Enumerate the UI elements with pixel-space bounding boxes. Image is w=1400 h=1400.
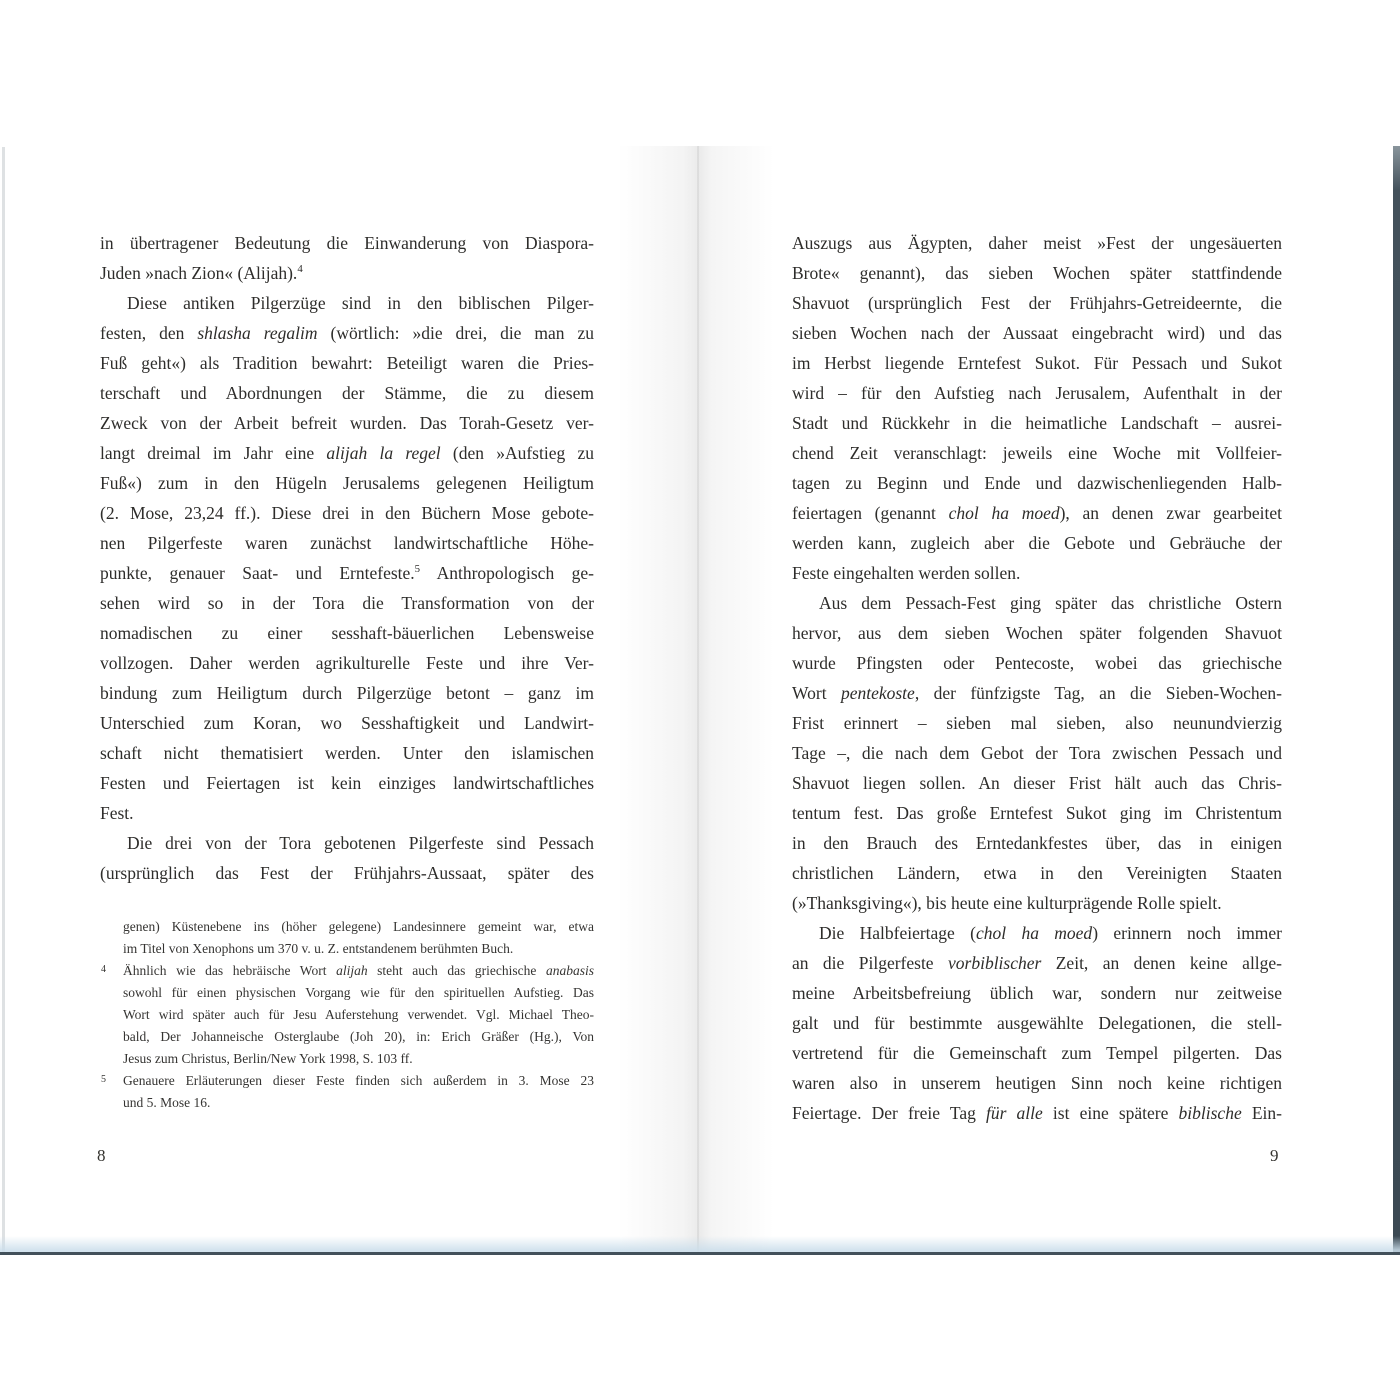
text-line: Auszugs aus Ägypten, daher meist »Fest der ungesäuerten [792, 233, 1282, 253]
text-line: galt und für bestimmte ausgewählte Delegationen, die stell- [792, 1013, 1282, 1033]
text-line: hervor, aus dem sieben Wochen später folgenden Shavuot [792, 623, 1282, 643]
text-line: werden kann, zugleich aber die Gebote und Gebräuche der [792, 533, 1282, 553]
text-line: Die drei von der Tora gebotenen Pilgerfeste sind Pessach [127, 833, 594, 853]
text-line: (ursprünglich das Fest der Frühjahrs-Aussaat, später des [100, 863, 594, 883]
text-line: Frist erinnert – sieben mal sieben, also neunundvierzig [792, 713, 1282, 733]
text-line: Festen und Feiertagen ist kein einziges landwirtschaftliches [100, 773, 594, 793]
footnote-line: sowohl für einen physischen Vorgang wie für den spirituellen Aufstieg. Das [123, 985, 594, 1000]
text-line: Juden »nach Zion« (Alijah).$^4$ [100, 263, 303, 283]
text-line: nomadischen zu einer sesshaft-bäuerlichen Lebensweise [100, 623, 594, 643]
text-line: langt dreimal im Jahr eine alijah la regel (den »Aufstieg zu [100, 443, 594, 463]
book-cover-edge-bottom [0, 1252, 1400, 1255]
page-number-left: 8 [97, 1146, 106, 1165]
text-line: (»Thanksgiving«), bis heute eine kulturprägende Rolle spielt. [792, 893, 1222, 913]
left-page-body-text [100, 228, 594, 888]
text-line: tagen zu Beginn und Ende und dazwischenliegenden Halb- [792, 473, 1282, 493]
text-line: punkte, genauer Saat- und Erntefeste.$^5$ Anthropologisch ge- [100, 563, 594, 583]
footnote-line: und 5. Mose 16. [123, 1095, 211, 1110]
text-line: tentum fest. Das große Erntefest Sukot ging im Christentum [792, 803, 1282, 823]
right-page-body-text [792, 228, 1282, 1128]
text-line: Aus dem Pessach-Fest ging später das christliche Ostern [819, 593, 1282, 613]
text-line: vertretend für die Gemeinschaft zum Tempel pilgerten. Das [792, 1043, 1282, 1063]
text-line: meine Arbeitsbefreiung üblich war, sondern nur zeitweise [792, 983, 1282, 1003]
footnote-line: 5 Genauere Erläuterungen dieser Feste finden sich außerdem in 3. Mose 23 [100, 1070, 594, 1092]
footnote-line: genen) Küstenebene ins (höher gelegene) Landesinnere gemeint war, etwa [123, 919, 594, 934]
book-cover-edge-right [1393, 146, 1400, 1255]
text-line: (2. Mose, 23,24 ff.). Diese drei in den Büchern Mose gebote- [100, 503, 594, 523]
text-line: Zweck von der Arbeit befreit wurden. Das Torah-Gesetz ver- [100, 413, 594, 433]
text-line: Wort pentekoste, der fünfzigste Tag, an die Sieben-Wochen- [792, 683, 1282, 703]
text-line: vollzogen. Daher werden agrikulturelle Feste und ihre Ver- [100, 653, 594, 673]
footnote-marker: 4 [101, 964, 106, 975]
text-line: im Herbst liegende Erntefest Sukot. Für Pessach und Sukot [792, 353, 1282, 373]
text-line: Fuß geht«) als Tradition bewahrt: Beteiligt waren die Pries- [100, 353, 594, 373]
text-line: Brote« genannt), das sieben Wochen später stattfindende [792, 263, 1282, 283]
text-line: an die Pilgerfeste vorbiblischer Zeit, an denen keine allge- [792, 953, 1283, 973]
text-line: Unterschied zum Koran, wo Sesshaftigkeit und Landwirt- [100, 713, 594, 733]
text-line: feiertagen (genannt chol ha moed), an denen zwar gearbeitet [792, 503, 1282, 523]
text-line: Fuß«) zum in den Hügeln Jerusalems gelegenen Heiligtum [100, 473, 594, 493]
text-line: Tage –, die nach dem Gebot der Tora zwischen Pessach und [792, 743, 1282, 763]
text-line: wurde Pfingsten oder Pentecoste, wobei das griechische [792, 653, 1282, 673]
text-line: Diese antiken Pilgerzüge sind in den biblischen Pilger- [127, 293, 594, 313]
text-line: bindung zum Heiligtum durch Pilgerzüge betont – ganz im [100, 683, 594, 703]
text-line: Shavuot liegen sollen. An dieser Frist hält auch das Chris- [792, 773, 1282, 793]
text-line: schaft nicht thematisiert werden. Unter den islamischen [100, 743, 594, 763]
text-line: Shavuot (ursprünglich Fest der Frühjahrs-Getreideernte, die [792, 293, 1282, 313]
text-line: in den Brauch des Erntedankfestes über, das in einigen [792, 833, 1282, 853]
footnote-line: im Titel von Xenophons um 370 v. u. Z. entstandenem berühmten Buch. [123, 941, 514, 956]
footnote-marker: 5 [101, 1074, 106, 1085]
book-gutter-crease [697, 146, 699, 1253]
text-line: sieben Wochen nach der Aussaat eingebracht wird) und das [792, 323, 1282, 343]
text-line: Feste eingehalten werden sollen. [792, 563, 1021, 583]
text-line: nen Pilgerfeste waren zunächst landwirtschaftliche Höhe- [100, 533, 594, 553]
text-line: wird – für den Aufstieg nach Jerusalem, Aufenthalt in der [792, 383, 1282, 403]
text-line: Die Halbfeiertage (chol ha moed) erinnern noch immer [819, 923, 1283, 943]
text-line: waren also in unserem heutigen Sinn noch keine richtigen [792, 1073, 1282, 1093]
footnote-line: bald, Der Johanneische Osterglaube (Joh 20), in: Erich Gräßer (Hg.), Von [123, 1029, 594, 1044]
text-line: Feiertage. Der freie Tag für alle ist eine spätere biblische Ein- [792, 1103, 1282, 1123]
text-line: in übertragener Bedeutung die Einwanderung von Diaspora- [100, 233, 594, 253]
text-line: sehen wird so in der Tora die Transformation von der [100, 593, 594, 613]
text-line: chend Zeit veranschlagt: jeweils eine Woche mit Vollfeier- [792, 443, 1282, 463]
footnote-line: Jesus zum Christus, Berlin/New York 1998, S. 103 ff. [123, 1051, 413, 1066]
text-line: terschaft und Abordnungen der Stämme, die zu diesem [100, 383, 594, 403]
page-number-right: 9 [1270, 1146, 1279, 1165]
footnote-line: Wort wird später auch für Jesu Auferstehung verwendet. Vgl. Michael Theo- [123, 1007, 594, 1022]
text-line: christlichen Ländern, etwa in den Vereinigten Staaten [792, 863, 1282, 883]
text-line: Fest. [100, 803, 134, 823]
page-stack-edge-bottom [0, 1236, 1400, 1252]
text-line: Stadt und Rückkehr in die heimatliche Landschaft – ausrei- [792, 413, 1282, 433]
left-page-footnotes [100, 916, 594, 1114]
text-line: festen, den shlasha regalim (wörtlich: »die drei, die man zu [100, 323, 594, 343]
book-gutter-shadow [618, 146, 774, 1253]
footnote-line: 4 Ähnlich wie das hebräische Wort alijah steht auch das griechische anabasis [100, 960, 594, 982]
page-edge-line-left [2, 147, 5, 1253]
